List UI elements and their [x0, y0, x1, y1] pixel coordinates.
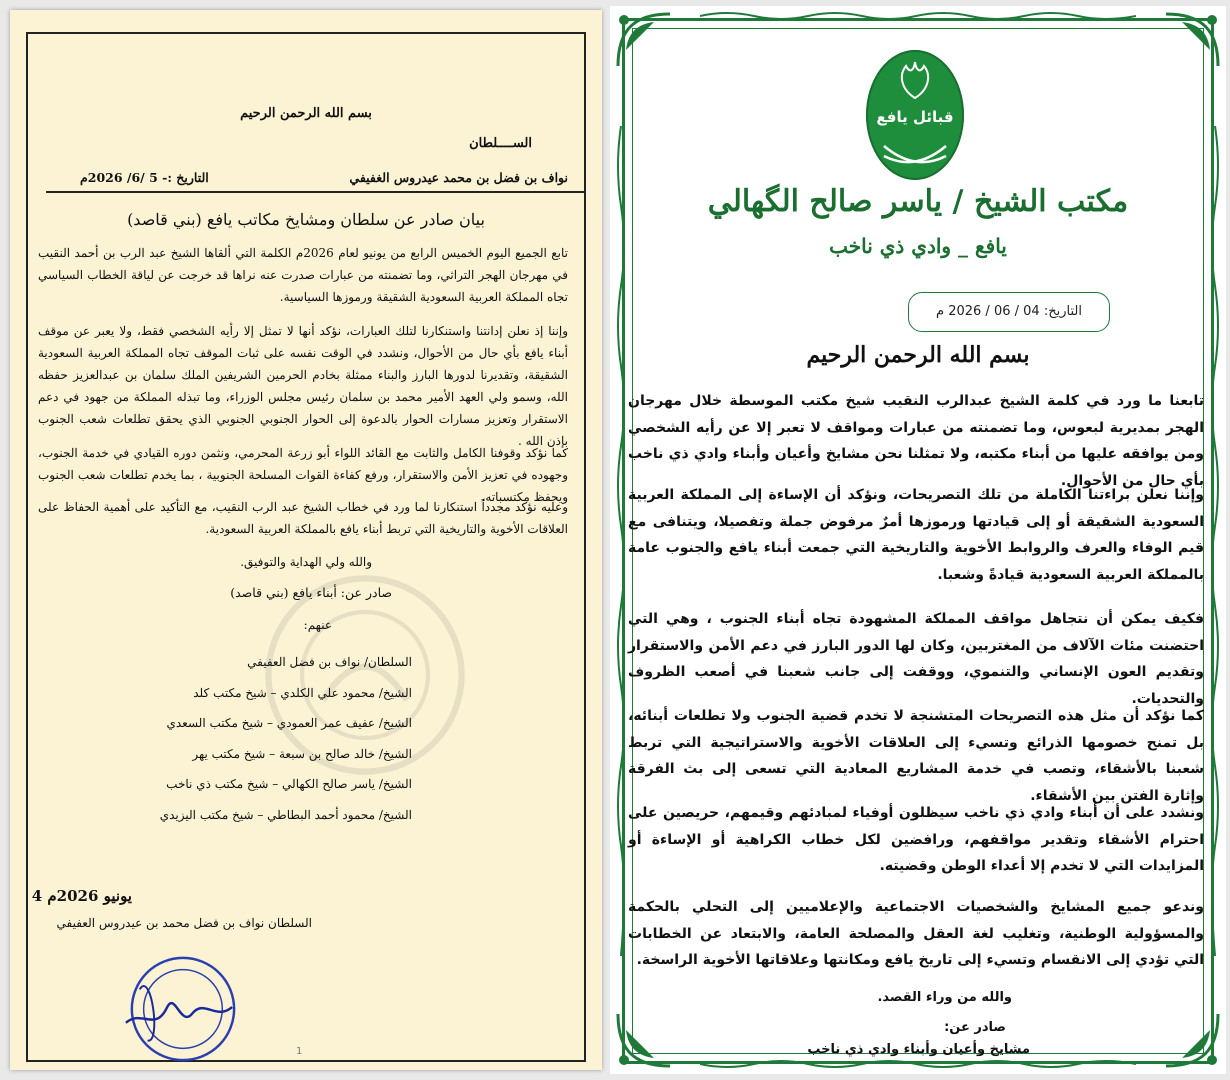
signatory: الشيخ/ محمود أحمد البطاطي – شيخ مكتب اليزيدي — [159, 807, 412, 822]
left-date: التاريخ :- 5 /6/ 2026م — [80, 170, 209, 185]
office-subtitle: يافع _ وادي ذي ناخب — [829, 234, 1007, 258]
corner-ornament-icon — [1162, 10, 1222, 70]
logo-text: قبائل يافع — [876, 108, 954, 126]
top-ornament-icon — [700, 10, 1136, 22]
corner-ornament-icon — [614, 10, 674, 70]
left-bottom-date: يونيو 2026م 4 — [31, 887, 132, 905]
signatory: الشيخ/ عفيف عمر العمودي – شيخ مكتب السعدي — [166, 716, 412, 730]
left-statement-document — [10, 10, 602, 1070]
right-paragraph-1: تابعنا ما ورد في كلمة الشيخ عبدالرب النقيب شيخ مكتب الموسطة خلال مهرجان الهجر بمديرية لبعوس، وما تضمنته من عبارات ومواقف لا تعبر إلا عن رأيه الشخصي ومن يوافقه عليها من أبناء مكتبه، ولا تمثلنا نحن مشايخ وأعيان وأبناء وادي ذي ناخب بأي حال من الأحوال. — [628, 393, 1204, 489]
left-sender-name: نواف بن فضل بن محمد عيدروس الغفيفي — [349, 170, 568, 185]
tribe-logo — [866, 50, 964, 180]
left-sultan-label: الســــلطان — [469, 136, 532, 151]
left-document-frame — [26, 32, 586, 1062]
right-paragraph-6: وندعو جميع المشايخ والشخصيات الاجتماعية والإعلاميين إلى التحلي بالحكمة والمسؤولية الوطنية، وتغليب لغة العقل والمصلحة العامة، والابتعاد عن الخطابات التي تؤدي إلى الانقسام وتسيء إلى تاريخ يافع ومكانتها وعلاقاتها الأخوية الراسخة. — [628, 899, 1204, 968]
left-paragraph-4: وعليه نؤكد مجدداً استنكارنا لما ورد في خطاب الشيخ عبد الرب النقيب، مع التأكيد على أهمية الحفاظ على العلاقات الأخوية والتاريخية التي تربط أبناء يافع بالمملكة العربية السعودية. — [38, 500, 568, 536]
office-title: مكتب الشيخ / ياسر صالح الگهالي — [707, 184, 1129, 219]
left-signatories-list — [160, 647, 412, 830]
signature-stamp-icon — [122, 950, 240, 1068]
signatory: السلطان/ نواف بن فضل العفيفي — [247, 655, 412, 669]
right-basmala: بسم الله الرحمن الرحيم — [806, 342, 1030, 368]
left-closing: والله ولي الهداية والتوفيق. — [240, 555, 372, 569]
right-closing: والله من وراء القصد. — [877, 990, 1012, 1005]
right-issuer: مشايخ وأعيان وأبناء وادي ذي ناخب — [807, 1042, 1030, 1057]
right-statement-document — [610, 6, 1226, 1074]
left-page-number: 1 — [296, 1046, 303, 1057]
left-on-behalf: عنهم: — [303, 618, 332, 632]
eagle-icon — [888, 60, 942, 100]
right-paragraph-5: ونشدد على أن أبناء وادي ذي ناخب سيظلون أوفياء لمبادئهم وقيمهم، حريصين على احترام الأشقاء وتقدير مواقفهم، ورافضين لكل خطاب الكراهية أو الإساءة أو المزايدات التي لا تخدم إلا أعداء الوطن وقضيته. — [628, 805, 1204, 874]
left-issued-by: صادر عن: أبناء يافع (بني قاصد) — [230, 585, 392, 600]
date-box: التاريخ: 04 / 06 / 2026 م — [908, 292, 1110, 332]
left-bottom-signature-name: السلطان نواف بن فضل محمد بن عيدروس العفيفي — [56, 916, 312, 930]
left-basmala: بسم الله الرحمن الرحيم — [240, 106, 372, 121]
left-paragraph-2: وإننا إذ نعلن إدانتنا واستنكارنا لتلك العبارات، نؤكد أنها لا تمثل إلا رأيه الشخصي فقط، ولا يعبر عن موقف أبناء يافع بأي حال من الأحوال، ونشدد في الوقت نفسه على ثبات الموقف تجاه المملكة العربية السعودية الشقيقة، وتقديرنا لدورها البارز والبناء ممثلة بخادم الحرمين الشريفين الملك سلمان بن عبدالعزيز حفظه الله، وسمو ولي العهد الأمير محمد بن سلمان رئيس مجلس الوزراء، وما تبذله المملكة من جهود في دعم الاستقرار وتعزيز مسارات الحوار بالدعوة إلى الحوار الجنوبي الجنوبي الذي يحقق تطلعات شعب الجنوب بإذن الله . — [38, 324, 568, 448]
left-paragraph-3: كما نؤكد وقوفنا الكامل والثابت مع القائد اللواء أبو زرعة المحرمي، ونثمن دوره القيادي في خدمة الجنوب، وجهوده في تعزيز الأمن والاستقرار، ورفع كفاءة القوات المسلحة الجنوبية ، بما يخدم تطلعات شعب الجنوب ويحفظ مكتسباته. — [38, 446, 569, 504]
left-statement-title: بيان صادر عن سلطان ومشايخ مكاتب يافع (بني قاصد) — [127, 210, 485, 229]
right-paragraph-2: وإننا نعلن براءتنا الكاملة من تلك التصريحات، ونؤكد أن الإساءة إلى المملكة العربية السعودية الشقيقة أو إلى قيادتها ورموزها أمرٌ مرفوض جملة وتفصيلا، ويتنافى مع قيم الوفاء والعرف والروابط الأخوية والتاريخية التي جمعت أبناء يافع والجنوب عامة بالمملكة العربية السعودية قيادةً وشعبا. — [628, 487, 1204, 583]
corner-ornament-icon — [614, 1010, 674, 1070]
crossed-swords-icon — [880, 142, 950, 168]
right-paragraph-3: فكيف يمكن أن نتجاهل مواقف المملكة المشهودة تجاه أبناء الجنوب ، وهي التي احتضنت مئات الآلاف من المغتربين، وكان لها الدور البارز في دعم الأمن والاستقرار وتقديم العون الإنساني والتنموي، ووقفت إلى جانب شعبنا في أصعب الظروف والتحديات. — [628, 611, 1204, 707]
left-paragraph-1: تابع الجميع اليوم الخميس الرابع من يونيو لعام 2026م الكلمة التي ألقاها الشيخ عبد الرب بن أحمد النقيب في مهرجان الهجر التراثي، وما تضمنته من عبارات صدرت عنه نراها قد خرجت عن لياقة الخطاب السياسي تجاه المملكة العربية السعودية الشقيقة ورموزها السياسية. — [38, 246, 569, 304]
signatory: الشيخ/ محمود علي الكلدي – شيخ مكتب كلد — [193, 685, 412, 700]
signatory: الشيخ/ خالد صالح بن سبعة – شيخ مكتب يهر — [192, 746, 412, 761]
bottom-ornament-icon — [700, 1058, 1136, 1070]
corner-ornament-icon — [1162, 1010, 1222, 1070]
signatory: الشيخ/ ياسر صالح الكهالي – شيخ مكتب ذي ناخب — [166, 777, 412, 791]
right-paragraph-4: كما نؤكد أن مثل هذه التصريحات المتشنجة لا تخدم قضية الجنوب ولا تطلعات أبنائه، بل تمنح خصومها الذرائع وتسيء إلى العلاقات الأخوية والاستراتيجية التي تربط شعبنا بالأشقاء، وتصب في خدمة المشاريع المعادية التي تسعى إلى بث الفرقة وإثارة الفتن بين الأشقاء. — [628, 708, 1204, 804]
left-header-divider — [46, 191, 584, 193]
right-issued-by: صادر عن: — [944, 1020, 1006, 1035]
